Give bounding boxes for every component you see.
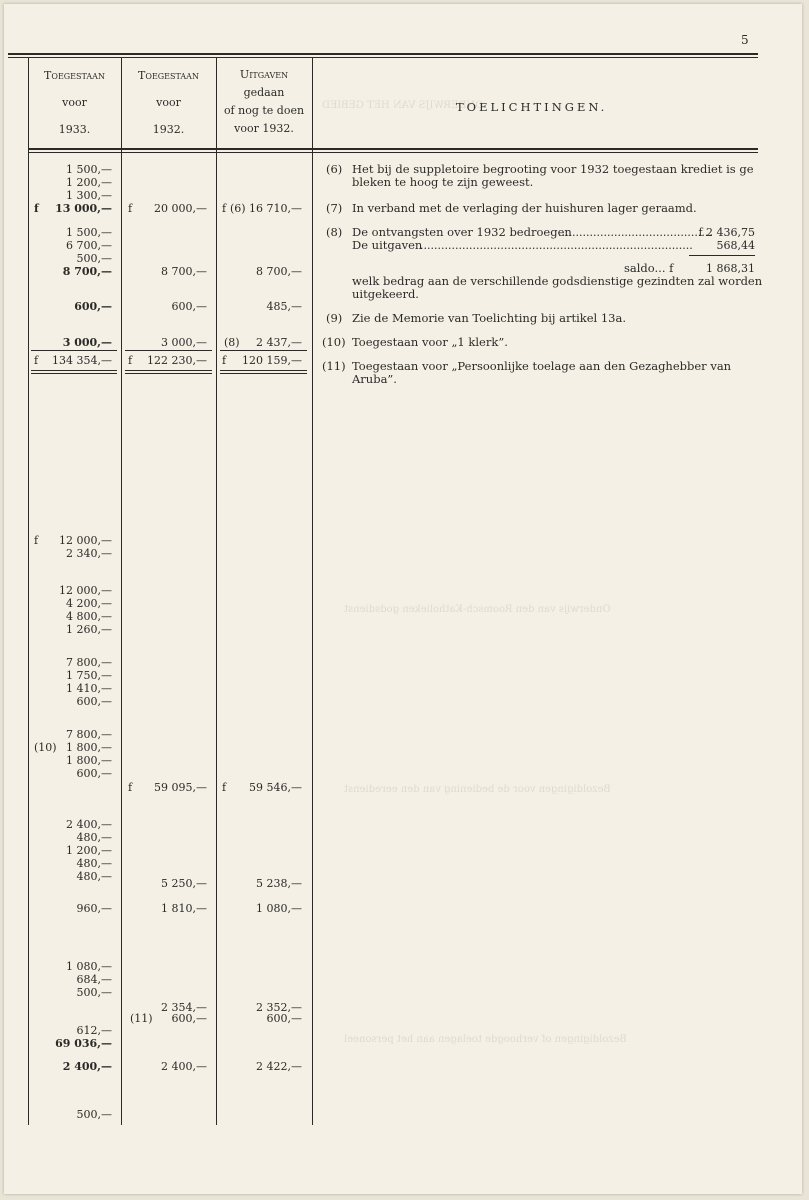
header-col1-line3: 1933. <box>58 123 91 136</box>
col1-value: 1 410,— <box>66 682 112 695</box>
top-rule <box>8 53 758 55</box>
florin-mark: f <box>128 354 133 367</box>
note-ref-11: (11) <box>130 1012 153 1025</box>
col3-value: 2 437,— <box>256 336 302 349</box>
col2-total: 122 230,— <box>147 354 207 367</box>
col2-value: 600,— <box>171 1012 207 1025</box>
column-rule-2 <box>216 57 217 1125</box>
col2-value: 59 095,— <box>154 781 207 794</box>
col2-value: 2 354,— <box>161 1001 207 1014</box>
col1-value: 600,— <box>76 695 112 708</box>
note-8-amount: f 2 436,75 <box>698 226 755 239</box>
col3-value: 485,— <box>266 300 302 313</box>
header-col1 <box>28 62 121 143</box>
note-text: bleken te hoog te zijn geweest. <box>352 175 534 189</box>
header-col3-line1: Uitgaven <box>239 68 289 81</box>
show-through-text: Onderwijs van den Roomsch-Katholieken godsdienst <box>344 604 611 615</box>
note-8-amount: 568,44 <box>716 239 755 252</box>
note-text: uitgekeerd. <box>352 287 419 301</box>
col1-subtotal: 8 700,— <box>62 265 112 278</box>
total-double-rule <box>31 370 117 371</box>
col2-value: 600,— <box>171 300 207 313</box>
show-through-text: ONDERWIJS VAN HET GEBIED <box>322 100 484 111</box>
florin-mark: f <box>222 354 227 367</box>
show-through-text: Bezoldigingen voor de bediening van den eeredienst <box>344 784 611 795</box>
total-double-rule <box>125 373 212 374</box>
column-rule-1 <box>121 57 122 1125</box>
col1-subtotal: 3 000,— <box>62 336 112 349</box>
col1-value: 4 800,— <box>66 610 112 623</box>
header-col3-line2: gedaan <box>243 86 285 99</box>
col1-value: 1 080,— <box>66 960 112 973</box>
show-through-text: Bezoldigingen of verhoogde toelagen aan het personeel <box>344 1034 627 1045</box>
col1-total: 134 354,— <box>52 354 112 367</box>
col2-value: 2 400,— <box>161 1060 207 1073</box>
note-text: Toegestaan voor „1 klerk”. <box>352 335 508 349</box>
note-tag: (7) <box>326 201 343 215</box>
total-double-rule <box>220 373 307 374</box>
florin-mark: f <box>222 202 227 215</box>
col3-value: 5 238,— <box>256 877 302 890</box>
col1-value: 2 340,— <box>66 547 112 560</box>
col1-value: 1 200,— <box>66 176 112 189</box>
col1-value: 1 800,— <box>66 741 112 754</box>
col2-value: 20 000,— <box>154 202 207 215</box>
col1-value: 500,— <box>76 986 112 999</box>
col3-value: 59 546,— <box>249 781 302 794</box>
florin-mark: f <box>222 781 227 794</box>
col1-value: 4 200,— <box>66 597 112 610</box>
col1-value: 960,— <box>76 902 112 915</box>
note-tag: (9) <box>326 311 343 325</box>
note-ref-6: (6) <box>230 202 246 215</box>
florin-mark: f <box>34 354 39 367</box>
col1-value: 1 800,— <box>66 754 112 767</box>
col1-value: 684,— <box>76 973 112 986</box>
florin-mark: f <box>128 781 133 794</box>
note-text: welk bedrag aan de verschillende godsdienstige gezindten zal worden <box>352 274 763 288</box>
col1-value: 12 000,— <box>59 584 112 597</box>
note-text: De ontvangsten over 1932 bedroegen <box>352 225 572 239</box>
col1-value: 7 800,— <box>66 656 112 669</box>
col2-value: 3 000,— <box>161 336 207 349</box>
col1-value: 12 000,— <box>59 534 112 547</box>
note-tag: (8) <box>326 225 343 239</box>
col1-value: 2 400,— <box>66 818 112 831</box>
header-col1-line2: voor <box>62 96 87 109</box>
col1-value: 6 700,— <box>66 239 112 252</box>
note-ref-10: (10) <box>34 741 57 754</box>
col1-subtotal: 69 036,— <box>55 1037 112 1050</box>
col1-value: 1 500,— <box>66 163 112 176</box>
florin-mark: f <box>128 202 133 215</box>
total-double-rule <box>125 370 212 371</box>
col1-value: 1 500,— <box>66 226 112 239</box>
col1-value: 500,— <box>76 1108 112 1121</box>
column-rule-3 <box>312 57 313 1125</box>
col2-value: 5 250,— <box>161 877 207 890</box>
col3-value: 600,— <box>266 1012 302 1025</box>
col1-value: 1 260,— <box>66 623 112 636</box>
col3-value: 2 422,— <box>256 1060 302 1073</box>
col2-value: 1 810,— <box>161 902 207 915</box>
header-col3-line3: of nog te doen <box>223 104 305 117</box>
header-col1-line1: Toegestaan <box>44 69 105 82</box>
col1-value: 1 300,— <box>66 189 112 202</box>
total-rule <box>220 350 307 351</box>
header-col3-line4: voor 1932. <box>234 122 294 135</box>
note-tag: (10) <box>322 335 346 349</box>
document-page <box>4 4 802 1194</box>
col3-total: 120 159,— <box>242 354 302 367</box>
col1-subtotal: 600,— <box>74 300 112 313</box>
total-rule <box>125 350 212 351</box>
col3-value: 1 080,— <box>256 902 302 915</box>
col3-value: 2 352,— <box>256 1001 302 1014</box>
col1-value: 7 800,— <box>66 728 112 741</box>
note-tag: (11) <box>322 359 346 373</box>
col1-value: 480,— <box>76 831 112 844</box>
col3-value: 8 700,— <box>256 265 302 278</box>
note-ref-8: (8) <box>224 336 240 349</box>
total-rule <box>31 350 117 351</box>
total-double-rule <box>220 370 307 371</box>
header-col2-line3: 1932. <box>152 123 185 136</box>
col1-value: 600,— <box>76 767 112 780</box>
note-8-saldo-label: saldo... f <box>624 261 674 275</box>
leader-dots: .............................................................................. <box>420 239 693 252</box>
page-number: 5 <box>741 33 749 47</box>
col1-value: 612,— <box>76 1024 112 1037</box>
note-text: Zie de Memorie van Toelichting bij artikel 13a. <box>352 311 627 325</box>
note-8-cont <box>352 288 419 301</box>
note-8-amount: 1 868,31 <box>706 262 755 275</box>
header-col4: TOELICHTINGEN. <box>456 100 608 114</box>
col1-subtotal: 2 400,— <box>62 1060 112 1073</box>
col3-value: 16 710,— <box>249 202 302 215</box>
florin-mark: f <box>34 534 39 547</box>
total-double-rule <box>31 373 117 374</box>
florin-mark: f <box>34 202 39 215</box>
header-col2 <box>121 62 216 143</box>
header-col2-line2: voor <box>156 96 181 109</box>
note-text: Toegestaan voor „Persoonlijke toelage aan den Gezaghebber van <box>352 359 732 373</box>
header-col3 <box>216 66 312 138</box>
header-col2-line1: Toegestaan <box>138 69 199 82</box>
col1-value: 480,— <box>76 857 112 870</box>
col1-value: 500,— <box>76 252 112 265</box>
note-text: In verband met de verlaging der huishuren lager geraamd. <box>352 201 697 215</box>
note-text: Het bij de suppletoire begrooting voor 1932 toegestaan krediet is ge <box>352 162 754 176</box>
col1-subtotal: 13 000,— <box>55 202 112 215</box>
note-tag: (6) <box>326 162 343 176</box>
col1-value: 1 200,— <box>66 844 112 857</box>
note-text: De uitgaven <box>352 238 423 252</box>
sum-rule <box>689 255 755 256</box>
col1-value: 480,— <box>76 870 112 883</box>
note-text: Aruba”. <box>352 372 397 386</box>
leader-dots: ............................................ <box>558 226 712 239</box>
header-rule <box>28 148 758 150</box>
header-rule-thin <box>28 152 758 153</box>
col1-value: 1 750,— <box>66 669 112 682</box>
col2-value: 8 700,— <box>161 265 207 278</box>
column-rule-left <box>28 57 29 1125</box>
